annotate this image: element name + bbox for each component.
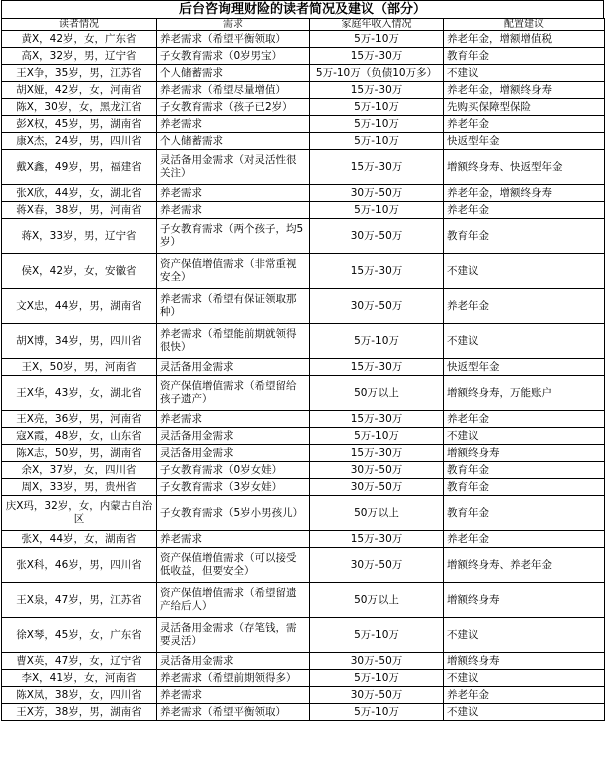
cell-need: 养老需求（希望平衡领取） (157, 31, 310, 48)
table-row (2, 496, 605, 531)
cell-need: 养老需求 (157, 202, 310, 219)
cell-income: 15万-30万 (310, 150, 444, 185)
cell-income: 5万-10万 (310, 31, 444, 48)
table-row (2, 618, 605, 653)
table-row (2, 65, 605, 82)
cell-advice: 增额终身寿、快返型年金 (444, 150, 605, 185)
cell-income: 30万-50万 (310, 219, 444, 254)
cell-income: 15万-30万 (310, 82, 444, 99)
cell-advice: 快返型年金 (444, 133, 605, 150)
reader-table (1, 18, 605, 721)
cell-reader: 张X科，46岁，男，四川省 (2, 548, 157, 583)
cell-income: 30万-50万 (310, 185, 444, 202)
cell-advice: 养老年金 (444, 531, 605, 548)
cell-income: 30万-50万 (310, 548, 444, 583)
cell-income: 30万-50万 (310, 479, 444, 496)
cell-need: 养老需求 (157, 411, 310, 428)
table-row (2, 324, 605, 359)
cell-need: 个人储蓄需求 (157, 65, 310, 82)
cell-reader: 徐X琴，45岁，女，广东省 (2, 618, 157, 653)
cell-income: 30万-50万 (310, 653, 444, 670)
cell-need: 资产保值增值需求（希望留给孩子遗产） (157, 376, 310, 411)
table-row (2, 653, 605, 670)
table-row (2, 531, 605, 548)
table-row (2, 428, 605, 445)
cell-income: 5万-10万（负债10万多） (310, 65, 444, 82)
cell-income: 15万-30万 (310, 531, 444, 548)
cell-advice: 增额终身寿 (444, 445, 605, 462)
cell-income: 15万-30万 (310, 411, 444, 428)
cell-need: 资产保值增值需求（非常重视安全） (157, 254, 310, 289)
cell-reader: 周X，33岁，男，贵州省 (2, 479, 157, 496)
cell-advice: 养老年金，增额终身寿 (444, 82, 605, 99)
cell-need: 养老需求（希望能前期就领得很快） (157, 324, 310, 359)
table-row (2, 687, 605, 704)
cell-income: 30万-50万 (310, 289, 444, 324)
cell-advice: 养老年金 (444, 687, 605, 704)
cell-need: 养老需求（希望有保证领取那种） (157, 289, 310, 324)
cell-reader: 蒋X，33岁，男，辽宁省 (2, 219, 157, 254)
cell-advice: 养老年金 (444, 289, 605, 324)
cell-income: 5万-10万 (310, 324, 444, 359)
cell-income: 30万-50万 (310, 462, 444, 479)
cell-reader: 寇X霞，48岁，女，山东省 (2, 428, 157, 445)
table-row (2, 411, 605, 428)
cell-income: 50万以上 (310, 583, 444, 618)
cell-reader: 王X争，35岁，男，江苏省 (2, 65, 157, 82)
table-row (2, 479, 605, 496)
cell-need: 个人储蓄需求 (157, 133, 310, 150)
cell-advice: 养老年金 (444, 411, 605, 428)
cell-advice: 增额终身寿，万能账户 (444, 376, 605, 411)
cell-reader: 胡X娅，42岁，女，河南省 (2, 82, 157, 99)
cell-need: 灵活备用金需求 (157, 359, 310, 376)
table-row (2, 462, 605, 479)
cell-reader: 王X，50岁，男，河南省 (2, 359, 157, 376)
header-reader: 读者情况 (2, 19, 157, 31)
cell-need: 灵活备用金需求 (157, 445, 310, 462)
cell-advice: 快返型年金 (444, 359, 605, 376)
cell-advice: 教育年金 (444, 219, 605, 254)
cell-advice: 先购买保障型保险 (444, 99, 605, 116)
cell-reader: 高X，32岁，男，辽宁省 (2, 48, 157, 65)
table-title: 后台咨询理财险的读者简况及建议（部分） (1, 0, 604, 18)
cell-reader: 康X杰，24岁，男，四川省 (2, 133, 157, 150)
cell-advice: 养老年金 (444, 116, 605, 133)
cell-need: 养老需求（希望尽量增值） (157, 82, 310, 99)
table-row (2, 185, 605, 202)
cell-need: 子女教育需求（3岁女娃） (157, 479, 310, 496)
cell-need: 子女教育需求（0岁男宝） (157, 48, 310, 65)
cell-reader: 王X华，43岁，女，湖北省 (2, 376, 157, 411)
table-row (2, 48, 605, 65)
cell-income: 5万-10万 (310, 133, 444, 150)
cell-need: 养老需求 (157, 185, 310, 202)
cell-reader: 王X芳，38岁，男，湖南省 (2, 704, 157, 721)
cell-need: 资产保值增值需求（可以接受低收益，但要安全） (157, 548, 310, 583)
cell-advice: 教育年金 (444, 479, 605, 496)
cell-advice: 增额终身寿、养老年金 (444, 548, 605, 583)
cell-income: 50万以上 (310, 496, 444, 531)
table-row (2, 116, 605, 133)
cell-income: 5万-10万 (310, 428, 444, 445)
cell-reader: 侯X，42岁，女，安徽省 (2, 254, 157, 289)
cell-advice: 教育年金 (444, 462, 605, 479)
cell-advice: 养老年金，增额增值税 (444, 31, 605, 48)
cell-need: 子女教育需求（5岁小男孩儿） (157, 496, 310, 531)
cell-income: 5万-10万 (310, 202, 444, 219)
cell-advice: 不建议 (444, 324, 605, 359)
cell-reader: 胡X博，34岁，男，四川省 (2, 324, 157, 359)
cell-income: 5万-10万 (310, 618, 444, 653)
cell-advice: 增额终身寿 (444, 653, 605, 670)
cell-need: 养老需求 (157, 531, 310, 548)
header-row (2, 19, 605, 31)
cell-reader: 陈X，30岁，女，黑龙江省 (2, 99, 157, 116)
cell-income: 5万-10万 (310, 99, 444, 116)
table-body (2, 31, 605, 721)
cell-advice: 不建议 (444, 428, 605, 445)
table-row (2, 202, 605, 219)
cell-reader: 王X亮，36岁，男，河南省 (2, 411, 157, 428)
table-row (2, 133, 605, 150)
cell-reader: 张X，44岁，女，湖南省 (2, 531, 157, 548)
cell-reader: 庆X玛，32岁，女，内蒙古自治区 (2, 496, 157, 531)
cell-advice: 养老年金，增额终身寿 (444, 185, 605, 202)
cell-need: 养老需求 (157, 116, 310, 133)
header-advice: 配置建议 (444, 19, 605, 31)
cell-income: 5万-10万 (310, 116, 444, 133)
cell-reader: 陈X志，50岁，男，湖南省 (2, 445, 157, 462)
cell-reader: 余X，37岁，女，四川省 (2, 462, 157, 479)
cell-need: 灵活备用金需求（存笔钱，需要灵活） (157, 618, 310, 653)
cell-advice: 增额终身寿 (444, 583, 605, 618)
cell-income: 15万-30万 (310, 359, 444, 376)
cell-advice: 教育年金 (444, 48, 605, 65)
cell-income: 30万-50万 (310, 687, 444, 704)
table-row (2, 445, 605, 462)
cell-income: 50万以上 (310, 376, 444, 411)
table-row (2, 150, 605, 185)
cell-need: 资产保值增值需求（希望留遗产给后人） (157, 583, 310, 618)
cell-need: 子女教育需求（0岁女娃） (157, 462, 310, 479)
cell-reader: 戴X鑫，49岁，男，福建省 (2, 150, 157, 185)
table-row (2, 548, 605, 583)
cell-reader: 文X忠，44岁，男，湖南省 (2, 289, 157, 324)
table-row (2, 359, 605, 376)
cell-reader: 王X泉，47岁，男，江苏省 (2, 583, 157, 618)
cell-advice: 不建议 (444, 65, 605, 82)
table-row (2, 31, 605, 48)
cell-advice: 不建议 (444, 254, 605, 289)
cell-need: 子女教育需求（孩子已2岁） (157, 99, 310, 116)
cell-reader: 蒋X春，38岁，男，河南省 (2, 202, 157, 219)
cell-reader: 曹X英，47岁，女，辽宁省 (2, 653, 157, 670)
table-row (2, 82, 605, 99)
cell-need: 养老需求（希望平衡领取） (157, 704, 310, 721)
cell-reader: 彭X权，45岁，男，湖南省 (2, 116, 157, 133)
cell-need: 子女教育需求（两个孩子，均5岁） (157, 219, 310, 254)
table-row (2, 219, 605, 254)
cell-income: 15万-30万 (310, 48, 444, 65)
cell-income: 15万-30万 (310, 445, 444, 462)
cell-advice: 不建议 (444, 618, 605, 653)
header-income: 家庭年收入情况 (310, 19, 444, 31)
cell-income: 5万-10万 (310, 704, 444, 721)
cell-reader: 黄X，42岁，女，广东省 (2, 31, 157, 48)
table-row (2, 376, 605, 411)
cell-advice: 养老年金 (444, 202, 605, 219)
cell-need: 灵活备用金需求 (157, 653, 310, 670)
cell-need: 养老需求（希望前期领得多） (157, 670, 310, 687)
table-row (2, 670, 605, 687)
table-row (2, 583, 605, 618)
cell-income: 15万-30万 (310, 254, 444, 289)
cell-reader: 张X欣，44岁，女，湖北省 (2, 185, 157, 202)
cell-reader: 李X，41岁，女，河南省 (2, 670, 157, 687)
cell-reader: 陈X凤，38岁，女，四川省 (2, 687, 157, 704)
cell-advice: 不建议 (444, 670, 605, 687)
cell-need: 养老需求 (157, 687, 310, 704)
table-row (2, 254, 605, 289)
table-row (2, 289, 605, 324)
cell-need: 灵活备用金需求 (157, 428, 310, 445)
cell-advice: 不建议 (444, 704, 605, 721)
cell-need: 灵活备用金需求（对灵活性很关注） (157, 150, 310, 185)
cell-income: 5万-10万 (310, 670, 444, 687)
table-row (2, 99, 605, 116)
header-need: 需求 (157, 19, 310, 31)
table-row (2, 704, 605, 721)
cell-advice: 教育年金 (444, 496, 605, 531)
